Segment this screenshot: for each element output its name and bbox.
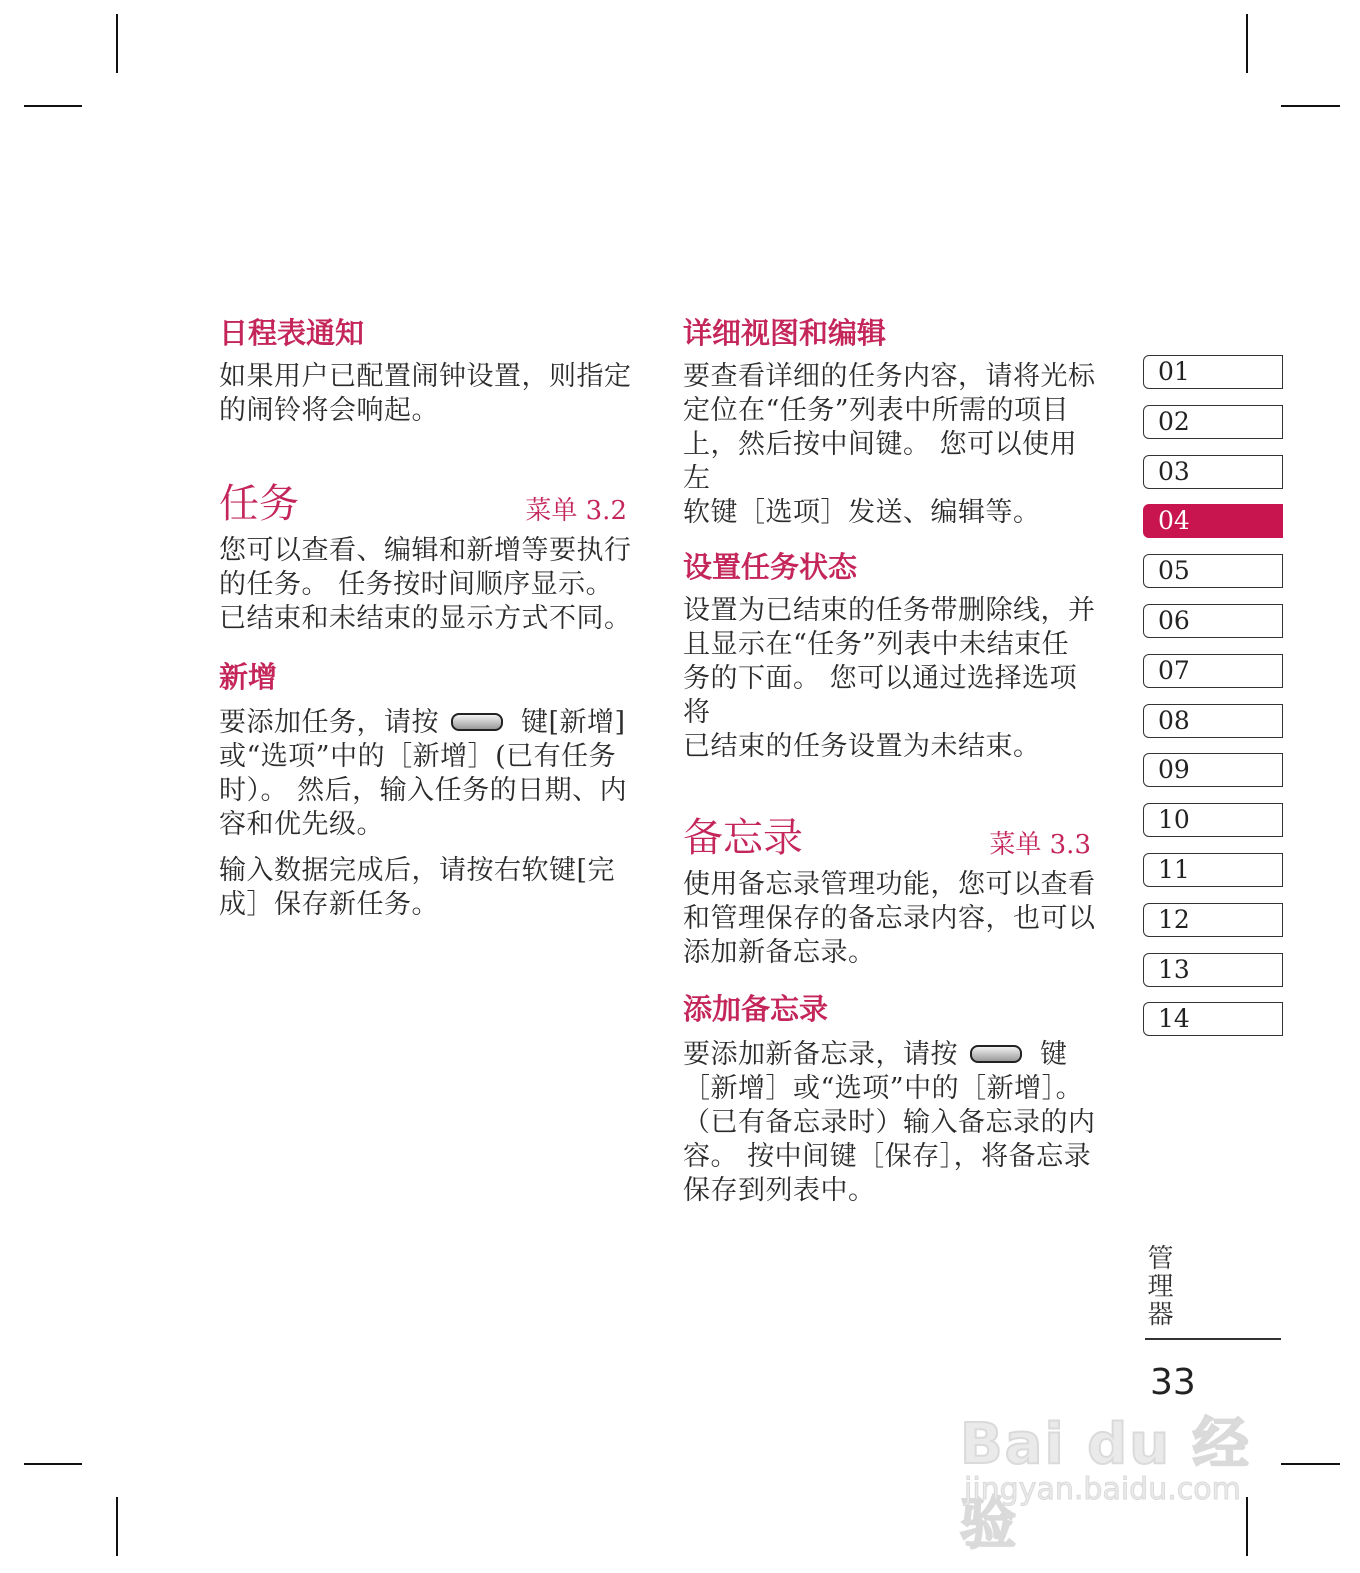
calendar-alert-heading: 日程表通知 [219, 316, 365, 350]
chapter-tabs [1143, 355, 1283, 1052]
body-line: 保存到列表中。 [683, 1175, 876, 1206]
chapter-tab-08[interactable]: 08 [1143, 704, 1283, 738]
chapter-tab-14[interactable]: 14 [1143, 1002, 1283, 1036]
body-line: 或“选项”中的［新增］(已有任务 [219, 741, 617, 772]
baidu-watermark [960, 1370, 1280, 1557]
chapter-tab-05[interactable]: 05 [1143, 554, 1283, 588]
center-key-icon [451, 713, 503, 731]
crop-mark [1246, 14, 1248, 73]
task-status-body [683, 594, 1103, 764]
chapter-label: 管理器 [1143, 1244, 1173, 1328]
text-fragment: 键[新增] [521, 707, 626, 738]
body-line: 时）。 然后，输入任务的日期、内 [219, 775, 628, 806]
body-line: 软键［选项］发送、编辑等。 [683, 497, 1041, 528]
body-line: 且显示在“任务”列表中未结束任 [683, 629, 1070, 660]
chapter-tab-11[interactable]: 11 [1143, 853, 1283, 887]
memo-body [683, 868, 1103, 970]
left-column [219, 314, 639, 922]
calendar-alert-body [219, 360, 639, 428]
body-line: （已有备忘录时）输入备忘录的内 [683, 1107, 1096, 1138]
body-line: 如果用户已配置闹钟设置，则指定 [219, 361, 632, 392]
body-line: 的任务。 任务按时间顺序显示。 [219, 569, 614, 600]
body-line: 的闹铃将会响起。 [219, 395, 439, 426]
body-line: 已结束的任务设置为未结束。 [683, 731, 1041, 762]
task-status-heading: 设置任务状态 [683, 550, 858, 584]
text-fragment: 键 [1040, 1039, 1068, 1070]
task-heading-row [219, 480, 627, 528]
crop-mark [24, 1463, 82, 1465]
watermark-url: jingyan.baidu.com [964, 1472, 1241, 1507]
body-line [219, 706, 639, 740]
body-line [683, 1038, 1103, 1072]
crop-mark [1281, 1463, 1340, 1465]
body-line: 容和优先级。 [219, 809, 384, 840]
task-menu-number: 菜单 3.2 [525, 496, 627, 526]
chapter-tab-12[interactable]: 12 [1143, 903, 1283, 937]
crop-mark [116, 14, 118, 73]
body-line: 要查看详细的任务内容，请将光标 [683, 361, 1096, 392]
chapter-tab-09[interactable]: 09 [1143, 753, 1283, 787]
body-line: 已结束和未结束的显示方式不同。 [219, 603, 632, 634]
detail-view-body [683, 360, 1103, 530]
body-line: 容。 按中间键［保存］，将备忘录 [683, 1141, 1092, 1172]
chapter-tab-06[interactable]: 06 [1143, 604, 1283, 638]
chapter-tab-02[interactable]: 02 [1143, 405, 1283, 439]
chapter-tab-07[interactable]: 07 [1143, 654, 1283, 688]
body-line: ［新增］或“选项”中的［新增］。 [683, 1073, 1084, 1104]
body-line: 上，然后按中间键。 您可以使用左 [683, 429, 1078, 494]
body-line: 添加新备忘录。 [683, 937, 876, 968]
add-task-body [219, 706, 639, 842]
body-line: 输入数据完成后，请按右软键[完 [219, 855, 616, 886]
add-task-heading: 新增 [219, 660, 278, 694]
center-key-icon [970, 1045, 1022, 1063]
memo-menu-number: 菜单 3.3 [989, 830, 1091, 860]
chapter-tab-13[interactable]: 13 [1143, 953, 1283, 987]
chapter-tab-01[interactable]: 01 [1143, 355, 1283, 389]
body-line: 和管理保存的备忘录内容，也可以 [683, 903, 1096, 934]
page-number: 33 [1150, 1362, 1196, 1403]
chapter-tab-04[interactable]: 04 [1143, 504, 1283, 538]
task-heading: 任务 [219, 481, 299, 527]
crop-mark [24, 105, 82, 107]
body-line: 设置为已结束的任务带删除线，并 [683, 595, 1096, 626]
text-fragment: 要添加新备忘录，请按 [683, 1039, 958, 1070]
body-line: 务的下面。 您可以通过选择选项将 [683, 663, 1078, 728]
text-fragment: 要添加任务，请按 [219, 707, 439, 738]
detail-view-heading: 详细视图和编辑 [683, 316, 887, 350]
body-line: 使用备忘录管理功能，您可以查看 [683, 869, 1096, 900]
crop-mark [1281, 105, 1340, 107]
watermark-logo: Bai du 经验 [960, 1412, 1251, 1557]
task-body [219, 534, 639, 636]
memo-heading: 备忘录 [683, 815, 803, 861]
chapter-tab-03[interactable]: 03 [1143, 455, 1283, 489]
add-memo-heading: 添加备忘录 [683, 992, 829, 1026]
body-line: 定位在“任务”列表中所需的项目 [683, 395, 1070, 426]
crop-mark [116, 1497, 118, 1556]
right-column [683, 314, 1103, 1208]
add-memo-body [683, 1038, 1103, 1208]
chapter-tab-10[interactable]: 10 [1143, 803, 1283, 837]
body-line: 您可以查看、编辑和新增等要执行 [219, 535, 632, 566]
body-line: 成］保存新任务。 [219, 889, 439, 920]
save-task-body [219, 854, 639, 922]
footer-divider [1145, 1338, 1281, 1340]
memo-heading-row [683, 814, 1091, 862]
